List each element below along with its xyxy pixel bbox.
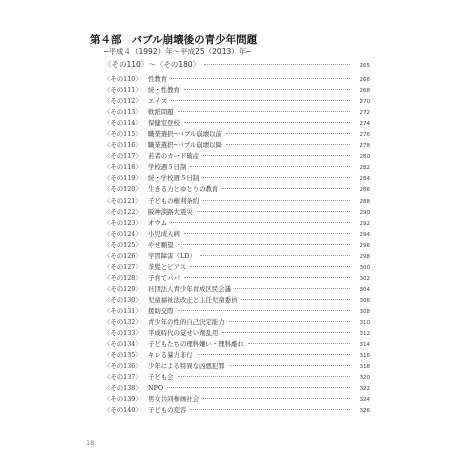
- dot-leader: [178, 310, 350, 311]
- toc-entry: [104, 295, 370, 306]
- toc-entry-list: [104, 74, 370, 416]
- entry-number: 〈その112〉: [104, 97, 142, 106]
- entry-title: 若者のカード破産: [148, 152, 200, 161]
- entry-title: 職業選択─バブル崩壊以前: [148, 130, 222, 139]
- entry-title: エイズ: [148, 97, 168, 106]
- dot-leader: [184, 89, 350, 90]
- entry-page-number: 296: [359, 242, 370, 249]
- entry-number: 〈その134〉: [104, 340, 142, 349]
- entry-title: 小児成人病: [148, 229, 180, 238]
- dot-leader: [178, 376, 350, 377]
- entry-page-number: 300: [359, 264, 370, 271]
- toc-entry: [104, 207, 370, 218]
- dot-leader: [171, 78, 350, 79]
- entry-number: 〈その117〉: [104, 152, 142, 161]
- entry-page-number: 322: [359, 386, 370, 393]
- entry-number: 〈その140〉: [104, 406, 142, 415]
- entry-number: 〈その125〉: [104, 240, 142, 249]
- entry-title: 少年による特異な凶悪犯罪: [148, 362, 225, 371]
- toc-entry: [104, 229, 370, 240]
- range-line: [104, 59, 370, 70]
- entry-number: 〈その122〉: [104, 207, 142, 216]
- entry-page-number: 306: [359, 297, 370, 304]
- entry-number: 〈その116〉: [104, 141, 142, 150]
- entry-title: 軟派問題: [148, 108, 174, 117]
- entry-number: 〈その136〉: [104, 362, 142, 371]
- entry-title: オウム: [148, 218, 168, 227]
- entry-number: 〈その111〉: [104, 86, 142, 95]
- dot-leader: [200, 255, 350, 256]
- entry-page-number: 266: [359, 77, 370, 83]
- toc-entry: [104, 339, 370, 350]
- entry-title: 職業選択─バブル崩壊以降: [148, 141, 222, 150]
- toc-entry: [104, 361, 370, 372]
- entry-page-number: 318: [359, 364, 370, 371]
- toc-entry: [104, 306, 370, 317]
- toc-entry: [104, 218, 370, 229]
- entry-number: 〈その127〉: [104, 262, 142, 271]
- entry-title: 子どもたちの理科嫌い・理科離れ: [148, 340, 244, 349]
- entry-title: キレる暴力非行: [148, 351, 193, 360]
- toc-entry: [104, 140, 370, 151]
- entry-title: 阪神淡路大震災: [148, 207, 193, 216]
- entry-number: 〈その119〉: [104, 174, 142, 183]
- entry-number: 〈その129〉: [104, 284, 142, 293]
- entry-page-number: 290: [359, 209, 370, 216]
- entry-number: 〈その115〉: [104, 130, 142, 139]
- dot-leader: [203, 200, 350, 201]
- dot-leader: [190, 266, 350, 267]
- entry-number: 〈その114〉: [104, 119, 142, 128]
- entry-page-number: 316: [359, 353, 370, 360]
- dot-leader: [178, 244, 350, 245]
- entry-number: 〈その137〉: [104, 373, 142, 382]
- dot-leader: [171, 100, 350, 101]
- entry-page-number: 294: [359, 231, 370, 238]
- dot-leader: [203, 155, 350, 156]
- dot-leader: [204, 64, 350, 65]
- entry-page-number: 310: [359, 320, 370, 327]
- entry-number: 〈その138〉: [104, 384, 142, 393]
- entry-page-number: 302: [359, 275, 370, 282]
- toc-entry: [104, 196, 370, 207]
- entry-title: やせ願望: [148, 240, 174, 249]
- toc-entry: [104, 96, 370, 107]
- entry-title: 子育てパパ: [148, 273, 180, 282]
- entry-title: 続・学校週５日制: [148, 174, 200, 183]
- entry-page-number: 326: [359, 408, 370, 415]
- dot-leader: [229, 321, 350, 322]
- part-number: 第４部: [90, 34, 122, 46]
- entry-title: 茶髪とピアス: [148, 262, 187, 271]
- dot-leader: [197, 211, 350, 212]
- entry-page-number: 268: [359, 88, 370, 95]
- page-folio: 18: [86, 439, 95, 447]
- dot-leader: [167, 387, 350, 388]
- entry-title: 子ども会: [148, 373, 174, 382]
- entry-title: 子どもの変容: [148, 406, 187, 415]
- toc-entry: [104, 240, 370, 251]
- dot-leader: [184, 233, 350, 234]
- entry-page-number: 270: [359, 99, 370, 106]
- entry-title: 児童福祉法改正と主任児童委員: [148, 295, 238, 304]
- dot-leader: [171, 222, 350, 223]
- dot-leader: [226, 133, 350, 134]
- entry-title: 子どもの権利条約: [148, 196, 200, 205]
- entry-title: 性教育: [148, 75, 168, 83]
- entry-number: 〈その133〉: [104, 329, 142, 338]
- entry-page-number: 292: [359, 220, 370, 227]
- toc-entry: [104, 85, 370, 96]
- toc-entry: [104, 151, 370, 162]
- entry-number: 〈その120〉: [104, 185, 142, 194]
- entry-page-number: 276: [359, 132, 370, 139]
- dot-leader: [229, 365, 350, 366]
- toc-entry: [104, 173, 370, 184]
- entry-number: 〈その123〉: [104, 218, 142, 227]
- dot-leader: [203, 177, 350, 178]
- part-title: バブル崩壊後の青少年問題: [131, 34, 258, 46]
- entry-page-number: 278: [359, 143, 370, 150]
- toc-entry: [104, 328, 370, 339]
- toc-entry: [104, 317, 370, 328]
- entry-number: 〈その124〉: [104, 229, 142, 238]
- dot-leader: [190, 409, 350, 410]
- entry-number: 〈その113〉: [104, 108, 142, 117]
- dot-leader: [226, 144, 350, 145]
- entry-title: 青少年の性的自己決定能力: [148, 318, 225, 327]
- dot-leader: [203, 398, 350, 399]
- range-label: 〈その110〉～〈その180〉: [104, 60, 201, 69]
- entry-page-number: 272: [359, 110, 370, 117]
- entry-number: 〈その130〉: [104, 295, 142, 304]
- dot-leader: [235, 288, 350, 289]
- dot-leader: [184, 122, 350, 123]
- entry-number: 〈その110〉: [104, 75, 142, 83]
- entry-page-number: 288: [359, 198, 370, 205]
- entry-page-number: 312: [359, 331, 370, 338]
- dot-leader: [241, 299, 350, 300]
- entry-title: 学習障害（LD）: [148, 251, 196, 260]
- toc-entry: [104, 162, 370, 173]
- entry-title: NPO: [148, 384, 164, 393]
- entry-page-number: 314: [359, 342, 370, 349]
- entry-number: 〈その126〉: [104, 251, 142, 260]
- entry-page-number: 284: [359, 176, 370, 183]
- toc-entry: [104, 273, 370, 284]
- dot-leader: [184, 277, 350, 278]
- dot-leader: [222, 188, 350, 189]
- toc-entry: [104, 118, 370, 129]
- entry-page-number: 274: [359, 121, 370, 128]
- toc-entry: [104, 184, 370, 195]
- entry-title: 男女共同参画社会: [148, 395, 200, 404]
- toc-entry: [104, 129, 370, 140]
- dot-leader: [178, 111, 350, 112]
- entry-page-number: 280: [359, 154, 370, 161]
- toc-entry: [104, 350, 370, 361]
- entry-number: 〈その118〉: [104, 163, 142, 172]
- entry-number: 〈その121〉: [104, 196, 142, 205]
- dot-leader: [248, 343, 350, 344]
- toc-entry: [104, 405, 370, 416]
- entry-number: 〈その128〉: [104, 273, 142, 282]
- entry-page-number: 320: [359, 375, 370, 382]
- entry-title: 援助交際: [148, 306, 174, 315]
- dot-leader: [190, 166, 350, 167]
- entry-number: 〈その132〉: [104, 318, 142, 327]
- toc-entry: [104, 251, 370, 262]
- range-page-number: 265: [359, 63, 370, 69]
- entry-title: 平成時代の覚せい剤乱用: [148, 329, 219, 338]
- period-subtitle: ─平成４（1992）年～平成25（2013）年─: [104, 47, 251, 56]
- dot-leader: [222, 332, 350, 333]
- entry-title: 保健室登校: [148, 119, 180, 128]
- toc-entry: [104, 284, 370, 295]
- entry-title: 続・性教育: [148, 86, 180, 95]
- toc-entry: [104, 394, 370, 405]
- entry-title: 生きる力とゆとりの教育: [148, 185, 219, 194]
- dot-leader: [197, 354, 350, 355]
- toc-entry: [104, 74, 370, 85]
- entry-page-number: 304: [359, 286, 370, 293]
- entry-title: 学校週５日制: [148, 163, 187, 172]
- toc-entry: [104, 107, 370, 118]
- entry-page-number: 282: [359, 165, 370, 172]
- toc-entry: [104, 383, 370, 394]
- entry-page-number: 286: [359, 187, 370, 194]
- toc-entry: [104, 372, 370, 383]
- entry-page-number: 308: [359, 308, 370, 315]
- entry-number: 〈その135〉: [104, 351, 142, 360]
- entry-number: 〈その131〉: [104, 306, 142, 315]
- toc-entry: [104, 262, 370, 273]
- entry-title: 社団法人青少年育成区民会議: [148, 284, 232, 293]
- entry-page-number: 298: [359, 253, 370, 260]
- entry-page-number: 324: [359, 397, 370, 404]
- part-heading: [90, 32, 257, 47]
- entry-number: 〈その139〉: [104, 395, 142, 404]
